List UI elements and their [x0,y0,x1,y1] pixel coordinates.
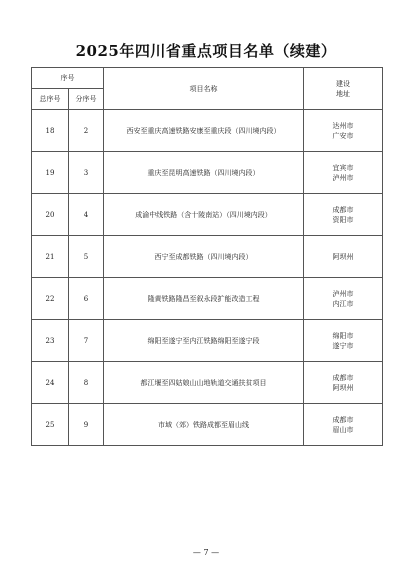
sub-seq-cell: 7 [69,320,104,362]
project-name-cell: 成渝中线铁路（含十陵南站）（四川境内段） [104,194,304,236]
seq-group-header: 序号 [32,68,104,89]
sub-seq-cell: 6 [69,278,104,320]
location-line: 绵阳市 [332,331,354,340]
location-header-line1: 建设 [336,79,350,88]
total-seq-header: 总序号 [32,89,69,110]
project-name-cell: 都江堰至四姑娘山山地轨道交通扶贫项目 [104,362,304,404]
sub-seq-cell: 8 [69,362,104,404]
sub-seq-cell: 5 [69,236,104,278]
project-name-cell: 绵阳至遂宁至内江铁路绵阳至遂宁段 [104,320,304,362]
table-row [32,152,383,194]
location-line: 成都市 [332,373,354,382]
location-line: 遂宁市 [332,341,354,350]
location-header-line2: 地址 [336,89,350,98]
total-seq-cell: 24 [32,362,69,404]
location-cell [304,404,383,446]
location-cell [304,152,383,194]
table-header-row [32,68,383,89]
location-line: 成都市 [332,415,354,424]
project-name-cell: 重庆至昆明高速铁路（四川境内段） [104,152,304,194]
sub-seq-cell: 9 [69,404,104,446]
table-row [32,404,383,446]
total-seq-cell: 21 [32,236,69,278]
total-seq-cell: 18 [32,110,69,152]
project-name-cell: 西宁至成都铁路（四川境内段） [104,236,304,278]
total-seq-cell: 19 [32,152,69,194]
location-line: 宜宾市 [332,163,354,172]
location-line: 内江市 [332,299,354,308]
location-cell [304,362,383,404]
location-line: 成都市 [332,205,354,214]
total-seq-cell: 25 [32,404,69,446]
table-row [32,320,383,362]
sub-seq-cell: 2 [69,110,104,152]
total-seq-cell: 22 [32,278,69,320]
location-header [304,68,383,110]
project-name-cell: 西安至重庆高速铁路安康至重庆段（四川境内段） [104,110,304,152]
location-line: 达州市 [332,121,354,130]
location-line: 泸州市 [332,173,354,182]
project-table [31,67,383,446]
table-row [32,110,383,152]
table-row [32,194,383,236]
location-cell [304,236,383,278]
table-row [32,236,383,278]
location-cell [304,194,383,236]
location-line: 眉山市 [332,425,354,434]
page-title: 2025年四川省重点项目名单（续建） [75,42,337,60]
location-cell [304,320,383,362]
total-seq-cell: 20 [32,194,69,236]
location-line: 资阳市 [332,215,354,224]
location-line: 广安市 [332,131,354,140]
location-cell [304,278,383,320]
location-line: 阿坝州 [332,383,354,392]
sub-seq-cell: 3 [69,152,104,194]
location-cell [304,110,383,152]
total-seq-cell: 23 [32,320,69,362]
table-row [32,278,383,320]
project-name-cell: 市域（郊）铁路成都至眉山线 [104,404,304,446]
location-line: 阿坝州 [332,252,354,261]
project-name-cell: 隆黄铁路隆昌至叙永段扩能改造工程 [104,278,304,320]
page-number: — 7 — [192,548,220,557]
table-row [32,362,383,404]
sub-seq-header: 分序号 [69,89,104,110]
project-name-header: 项目名称 [104,68,304,110]
sub-seq-cell: 4 [69,194,104,236]
location-line: 泸州市 [332,289,354,298]
